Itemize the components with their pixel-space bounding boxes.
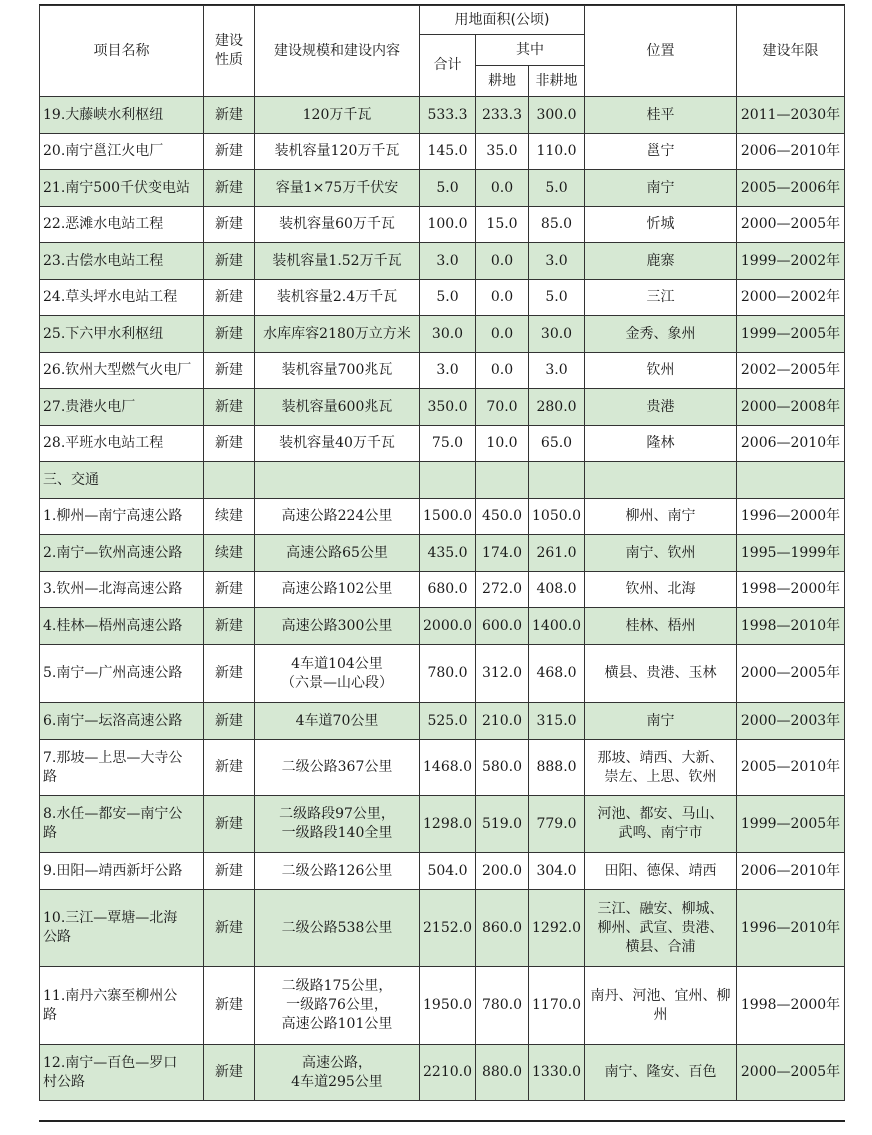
row-cultivated-cell: 450.0 — [476, 499, 529, 535]
row-cultivated-cell: 580.0 — [476, 740, 529, 796]
row-name-cell: 三、交通 — [40, 462, 204, 499]
row-period-cell: 1996—2010年 — [737, 890, 845, 967]
row-name-cell: 6.南宁—坛洛高速公路 — [40, 703, 204, 740]
row-scale-cell: 二级公路367公里 — [255, 740, 420, 796]
row-non-cultivated-cell: 779.0 — [529, 796, 585, 853]
row-scale-cell: 高速公路300公里 — [255, 608, 420, 645]
row-non-cultivated-cell: 85.0 — [529, 207, 585, 243]
row-period-cell: 2005—2006年 — [737, 170, 845, 207]
row-nature-cell: 新建 — [204, 740, 255, 796]
table-row — [40, 967, 845, 1045]
row-scale-cell: 装机容量40万千瓦 — [255, 426, 420, 462]
row-name-cell: 8.水任—都安—南宁公 路 — [40, 796, 204, 853]
row-period-cell: 2006—2010年 — [737, 426, 845, 462]
row-non-cultivated-cell: 408.0 — [529, 572, 585, 608]
col-header-nature: 建设 性质 — [204, 6, 255, 97]
row-location-cell — [585, 462, 737, 499]
bottom-rule — [39, 1120, 845, 1122]
row-period-cell: 1998—2000年 — [737, 967, 845, 1045]
row-non-cultivated-cell: 304.0 — [529, 853, 585, 890]
table-row — [40, 389, 845, 426]
row-name-cell: 5.南宁—广州高速公路 — [40, 645, 204, 703]
row-location-cell: 三江 — [585, 280, 737, 316]
row-nature-cell: 新建 — [204, 97, 255, 134]
row-cultivated-cell: 10.0 — [476, 426, 529, 462]
row-total-area-cell: 100.0 — [420, 207, 476, 243]
row-total-area-cell: 680.0 — [420, 572, 476, 608]
row-nature-cell: 新建 — [204, 967, 255, 1045]
row-scale-cell: 4车道70公里 — [255, 703, 420, 740]
row-location-cell: 那坡、靖西、大新、 崇左、上思、钦州 — [585, 740, 737, 796]
row-non-cultivated-cell: 280.0 — [529, 389, 585, 426]
row-name-cell: 3.钦州—北海高速公路 — [40, 572, 204, 608]
row-cultivated-cell: 519.0 — [476, 796, 529, 853]
col-header-area: 用地面积(公顷) — [420, 6, 585, 35]
row-period-cell: 2000—2005年 — [737, 207, 845, 243]
land-use-table — [39, 5, 845, 1101]
row-location-cell: 钦州 — [585, 353, 737, 389]
row-location-cell: 南宁 — [585, 703, 737, 740]
table-row — [40, 535, 845, 572]
row-period-cell: 2000—2005年 — [737, 645, 845, 703]
row-name-cell: 20.南宁邕江火电厂 — [40, 134, 204, 170]
row-period-cell: 2002—2005年 — [737, 353, 845, 389]
col-header-of-which: 其中 — [476, 35, 585, 66]
col-header-name: 项目名称 — [40, 6, 204, 97]
row-cultivated-cell: 0.0 — [476, 243, 529, 280]
table-row — [40, 134, 845, 170]
row-name-cell: 27.贵港火电厂 — [40, 389, 204, 426]
row-scale-cell: 装机容量1.52万千瓦 — [255, 243, 420, 280]
row-scale-cell: 高速公路， 4车道295公里 — [255, 1045, 420, 1101]
row-total-area-cell: 2000.0 — [420, 608, 476, 645]
row-nature-cell: 新建 — [204, 207, 255, 243]
table-row — [40, 316, 845, 353]
row-cultivated-cell: 200.0 — [476, 853, 529, 890]
row-non-cultivated-cell: 315.0 — [529, 703, 585, 740]
row-scale-cell: 装机容量120万千瓦 — [255, 134, 420, 170]
table-row — [40, 243, 845, 280]
row-location-cell: 鹿寨 — [585, 243, 737, 280]
table-body — [40, 97, 845, 1101]
row-total-area-cell: 3.0 — [420, 243, 476, 280]
row-period-cell: 2000—2002年 — [737, 280, 845, 316]
row-location-cell: 柳州、南宁 — [585, 499, 737, 535]
row-location-cell: 贵港 — [585, 389, 737, 426]
row-non-cultivated-cell: 1050.0 — [529, 499, 585, 535]
row-nature-cell: 新建 — [204, 280, 255, 316]
row-name-cell: 22.恶滩水电站工程 — [40, 207, 204, 243]
row-total-area-cell: 2152.0 — [420, 890, 476, 967]
row-total-area-cell — [420, 462, 476, 499]
row-non-cultivated-cell: 110.0 — [529, 134, 585, 170]
row-non-cultivated-cell: 300.0 — [529, 97, 585, 134]
row-scale-cell: 高速公路102公里 — [255, 572, 420, 608]
row-scale-cell: 容量1×75万千伏安 — [255, 170, 420, 207]
row-cultivated-cell: 880.0 — [476, 1045, 529, 1101]
table-row — [40, 170, 845, 207]
row-period-cell: 1995—1999年 — [737, 535, 845, 572]
row-scale-cell: 装机容量600兆瓦 — [255, 389, 420, 426]
row-location-cell: 南宁、隆安、百色 — [585, 1045, 737, 1101]
row-non-cultivated-cell: 261.0 — [529, 535, 585, 572]
table-row — [40, 740, 845, 796]
row-non-cultivated-cell: 5.0 — [529, 170, 585, 207]
table-row — [40, 890, 845, 967]
row-scale-cell: 高速公路65公里 — [255, 535, 420, 572]
col-header-period: 建设年限 — [737, 6, 845, 97]
row-location-cell: 钦州、北海 — [585, 572, 737, 608]
row-name-cell: 19.大藤峡水利枢纽 — [40, 97, 204, 134]
col-header-cultivated: 耕地 — [476, 66, 529, 97]
row-name-cell: 24.草头坪水电站工程 — [40, 280, 204, 316]
row-total-area-cell: 350.0 — [420, 389, 476, 426]
row-nature-cell: 新建 — [204, 890, 255, 967]
table-row — [40, 97, 845, 134]
row-total-area-cell: 435.0 — [420, 535, 476, 572]
row-total-area-cell: 1468.0 — [420, 740, 476, 796]
row-period-cell: 1999—2002年 — [737, 243, 845, 280]
row-non-cultivated-cell: 468.0 — [529, 645, 585, 703]
row-nature-cell: 新建 — [204, 243, 255, 280]
row-scale-cell: 高速公路224公里 — [255, 499, 420, 535]
table-row — [40, 462, 845, 499]
row-location-cell: 忻城 — [585, 207, 737, 243]
row-period-cell: 2005—2010年 — [737, 740, 845, 796]
row-location-cell: 桂林、梧州 — [585, 608, 737, 645]
row-name-cell: 1.柳州—南宁高速公路 — [40, 499, 204, 535]
row-cultivated-cell: 0.0 — [476, 316, 529, 353]
row-non-cultivated-cell: 5.0 — [529, 280, 585, 316]
row-nature-cell: 新建 — [204, 703, 255, 740]
row-name-cell: 7.那坡—上思—大寺公 路 — [40, 740, 204, 796]
row-period-cell: 1999—2005年 — [737, 796, 845, 853]
row-non-cultivated-cell: 1400.0 — [529, 608, 585, 645]
row-nature-cell: 新建 — [204, 389, 255, 426]
row-cultivated-cell: 0.0 — [476, 170, 529, 207]
col-header-scale: 建设规模和建设内容 — [255, 6, 420, 97]
table-row — [40, 796, 845, 853]
row-total-area-cell: 1950.0 — [420, 967, 476, 1045]
table-row — [40, 499, 845, 535]
row-non-cultivated-cell — [529, 462, 585, 499]
row-cultivated-cell: 312.0 — [476, 645, 529, 703]
row-total-area-cell: 1298.0 — [420, 796, 476, 853]
row-total-area-cell: 3.0 — [420, 353, 476, 389]
table-row — [40, 703, 845, 740]
row-name-cell: 25.下六甲水利枢纽 — [40, 316, 204, 353]
row-scale-cell: 二级路175公里， 一级路76公里， 高速公路101公里 — [255, 967, 420, 1045]
row-nature-cell: 新建 — [204, 645, 255, 703]
row-period-cell — [737, 462, 845, 499]
row-total-area-cell: 504.0 — [420, 853, 476, 890]
row-scale-cell: 装机容量700兆瓦 — [255, 353, 420, 389]
row-cultivated-cell: 174.0 — [476, 535, 529, 572]
row-nature-cell — [204, 462, 255, 499]
row-location-cell: 南宁、钦州 — [585, 535, 737, 572]
row-nature-cell: 新建 — [204, 853, 255, 890]
row-cultivated-cell: 15.0 — [476, 207, 529, 243]
row-scale-cell: 二级路段97公里， 一级路段140全里 — [255, 796, 420, 853]
row-cultivated-cell: 70.0 — [476, 389, 529, 426]
row-nature-cell: 新建 — [204, 353, 255, 389]
table-row — [40, 207, 845, 243]
row-name-cell: 28.平班水电站工程 — [40, 426, 204, 462]
row-cultivated-cell: 860.0 — [476, 890, 529, 967]
row-location-cell: 桂平 — [585, 97, 737, 134]
row-nature-cell: 新建 — [204, 1045, 255, 1101]
row-nature-cell: 新建 — [204, 316, 255, 353]
row-total-area-cell: 30.0 — [420, 316, 476, 353]
row-period-cell: 1998—2000年 — [737, 572, 845, 608]
row-total-area-cell: 533.3 — [420, 97, 476, 134]
row-scale-cell: 120万千瓦 — [255, 97, 420, 134]
row-non-cultivated-cell: 65.0 — [529, 426, 585, 462]
row-total-area-cell: 5.0 — [420, 170, 476, 207]
row-scale-cell: 装机容量2.4万千瓦 — [255, 280, 420, 316]
row-total-area-cell: 5.0 — [420, 280, 476, 316]
row-scale-cell — [255, 462, 420, 499]
row-location-cell: 南宁 — [585, 170, 737, 207]
row-nature-cell: 新建 — [204, 426, 255, 462]
table-row — [40, 426, 845, 462]
row-name-cell: 26.钦州大型燃气火电厂 — [40, 353, 204, 389]
row-name-cell: 2.南宁—钦州高速公路 — [40, 535, 204, 572]
row-cultivated-cell — [476, 462, 529, 499]
row-nature-cell: 新建 — [204, 170, 255, 207]
row-total-area-cell: 75.0 — [420, 426, 476, 462]
row-name-cell: 21.南宁500千伏变电站 — [40, 170, 204, 207]
row-period-cell: 1996—2000年 — [737, 499, 845, 535]
row-name-cell: 12.南宁—百色—罗口 村公路 — [40, 1045, 204, 1101]
row-location-cell: 南丹、河池、宜州、柳州 — [585, 967, 737, 1045]
row-location-cell: 横县、贵港、玉林 — [585, 645, 737, 703]
row-total-area-cell: 2210.0 — [420, 1045, 476, 1101]
row-period-cell: 2000—2008年 — [737, 389, 845, 426]
row-nature-cell: 新建 — [204, 572, 255, 608]
row-non-cultivated-cell: 3.0 — [529, 243, 585, 280]
row-location-cell: 金秀、象州 — [585, 316, 737, 353]
row-non-cultivated-cell: 888.0 — [529, 740, 585, 796]
table-row — [40, 645, 845, 703]
row-location-cell: 隆林 — [585, 426, 737, 462]
row-name-cell: 10.三江—覃塘—北海 公路 — [40, 890, 204, 967]
table-row — [40, 853, 845, 890]
row-cultivated-cell: 0.0 — [476, 353, 529, 389]
row-period-cell: 1998—2010年 — [737, 608, 845, 645]
row-total-area-cell: 780.0 — [420, 645, 476, 703]
row-period-cell: 2000—2005年 — [737, 1045, 845, 1101]
col-header-location: 位置 — [585, 6, 737, 97]
table-row — [40, 572, 845, 608]
row-scale-cell: 水库库容2180万立方米 — [255, 316, 420, 353]
row-scale-cell: 二级公路126公里 — [255, 853, 420, 890]
col-header-total: 合计 — [420, 35, 476, 97]
row-nature-cell: 续建 — [204, 499, 255, 535]
row-cultivated-cell: 600.0 — [476, 608, 529, 645]
row-nature-cell: 新建 — [204, 608, 255, 645]
row-period-cell: 2006—2010年 — [737, 134, 845, 170]
row-non-cultivated-cell: 30.0 — [529, 316, 585, 353]
row-total-area-cell: 525.0 — [420, 703, 476, 740]
table-header — [40, 6, 845, 97]
row-scale-cell: 4车道104公里 （六景—山心段） — [255, 645, 420, 703]
row-scale-cell: 二级公路538公里 — [255, 890, 420, 967]
row-total-area-cell: 1500.0 — [420, 499, 476, 535]
row-non-cultivated-cell: 1330.0 — [529, 1045, 585, 1101]
table-row — [40, 280, 845, 316]
row-scale-cell: 装机容量60万千瓦 — [255, 207, 420, 243]
row-period-cell: 2006—2010年 — [737, 853, 845, 890]
row-name-cell: 11.南丹六寨至柳州公 路 — [40, 967, 204, 1045]
row-cultivated-cell: 233.3 — [476, 97, 529, 134]
row-non-cultivated-cell: 1170.0 — [529, 967, 585, 1045]
row-nature-cell: 新建 — [204, 796, 255, 853]
row-name-cell: 23.古偿水电站工程 — [40, 243, 204, 280]
row-location-cell: 田阳、德保、靖西 — [585, 853, 737, 890]
row-name-cell: 9.田阳—靖西新圩公路 — [40, 853, 204, 890]
row-location-cell: 河池、都安、马山、 武鸣、南宁市 — [585, 796, 737, 853]
row-location-cell: 邕宁 — [585, 134, 737, 170]
row-period-cell: 1999—2005年 — [737, 316, 845, 353]
row-period-cell: 2000—2003年 — [737, 703, 845, 740]
row-cultivated-cell: 780.0 — [476, 967, 529, 1045]
row-total-area-cell: 145.0 — [420, 134, 476, 170]
row-name-cell: 4.桂林—梧州高速公路 — [40, 608, 204, 645]
row-cultivated-cell: 35.0 — [476, 134, 529, 170]
row-cultivated-cell: 272.0 — [476, 572, 529, 608]
row-location-cell: 三江、融安、柳城、 柳州、武宣、贵港、 横县、合浦 — [585, 890, 737, 967]
row-nature-cell: 新建 — [204, 134, 255, 170]
table-row — [40, 608, 845, 645]
row-cultivated-cell: 0.0 — [476, 280, 529, 316]
row-non-cultivated-cell: 1292.0 — [529, 890, 585, 967]
col-header-non-cultivated: 非耕地 — [529, 66, 585, 97]
row-non-cultivated-cell: 3.0 — [529, 353, 585, 389]
row-nature-cell: 续建 — [204, 535, 255, 572]
table-row — [40, 1045, 845, 1101]
row-cultivated-cell: 210.0 — [476, 703, 529, 740]
row-period-cell: 2011—2030年 — [737, 97, 845, 134]
table-row — [40, 353, 845, 389]
